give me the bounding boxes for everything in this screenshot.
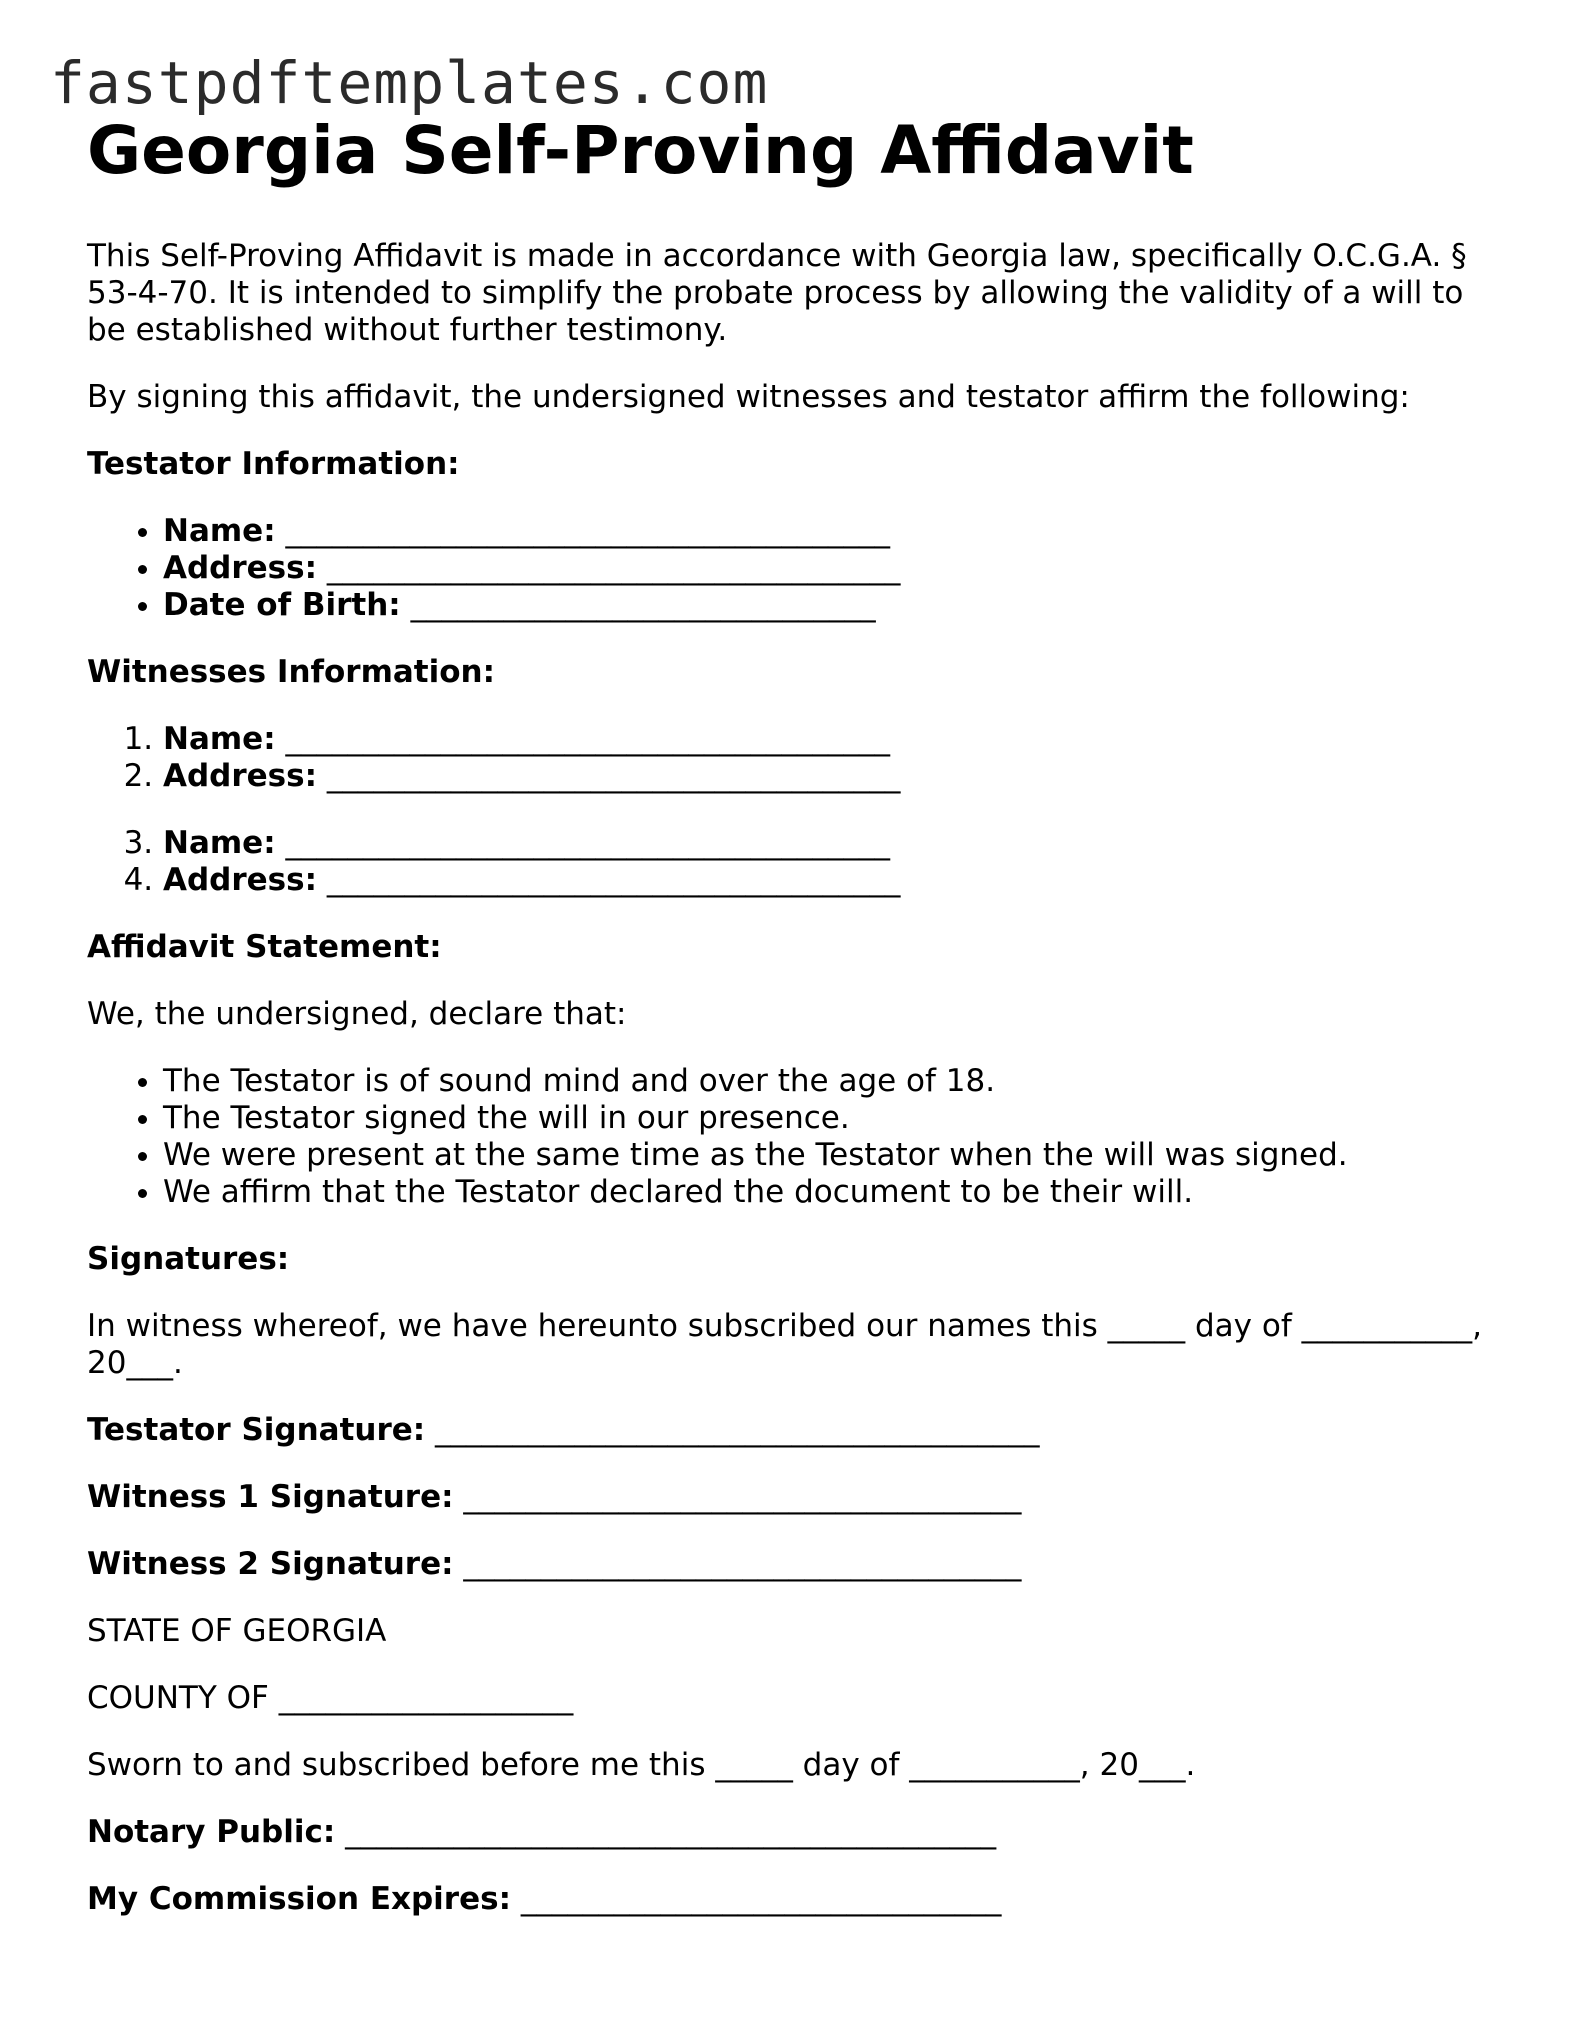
statement-list — [87, 1063, 1507, 1211]
witness-1-address-label: Address: — [163, 758, 317, 794]
witness-clause: In witness whereof, we have hereunto subscribed our names this _____ day of ___________, 20___. — [87, 1308, 1482, 1381]
witness-1-name-blank[interactable]: _______________________________________ — [285, 721, 890, 757]
witness-2-name-blank[interactable]: _______________________________________ — [285, 825, 890, 861]
testator-dob-blank[interactable]: ______________________________ — [410, 587, 876, 623]
testator-dob-item — [163, 587, 1507, 624]
witness-1-signature-line — [87, 1479, 1507, 1516]
witness-2-signature-line — [87, 1546, 1507, 1583]
county-line[interactable]: COUNTY OF ___________________ — [87, 1680, 574, 1716]
testator-address-item — [163, 550, 1507, 587]
witness-1-signature-blank[interactable]: ____________________________________ — [463, 1479, 1022, 1515]
testator-name-item — [163, 513, 1507, 550]
sworn-line: Sworn to and subscribed before me this _____ day of ___________, 20___. — [87, 1747, 1196, 1783]
intro-paragraph: This Self-Proving Affidavit is made in accordance with Georgia law, specifically O.C.G.A. § 53-4-70. It is intended to simplify the probate process by allowing the validity of a will to be established without further testimony. — [87, 238, 1467, 348]
testator-name-label: Name: — [163, 513, 276, 549]
notary-public-label: Notary Public: — [87, 1814, 336, 1850]
witness-1-name-label: Name: — [163, 721, 276, 757]
statement-item: • We affirm that the Testator declared the document to be their will. — [163, 1174, 1507, 1211]
document-body — [87, 108, 1507, 1948]
witness-2-signature-blank[interactable]: ____________________________________ — [463, 1546, 1022, 1582]
witnesses-list-1 — [87, 721, 1507, 795]
witness-2-address-label: Address: — [163, 862, 317, 898]
witness-2-address-blank[interactable]: _____________________________________ — [326, 862, 901, 898]
testator-list — [87, 513, 1507, 624]
testator-signature-blank[interactable]: _______________________________________ — [435, 1412, 1040, 1448]
witness-2-name-label: Name: — [163, 825, 276, 861]
affirm-paragraph: By signing this affidavit, the undersigned witnesses and testator affirm the following: — [87, 379, 1410, 415]
commission-expires-blank[interactable]: _______________________________ — [520, 1881, 1002, 1917]
state-line: STATE OF GEORGIA — [87, 1613, 387, 1649]
witness-2-signature-label: Witness 2 Signature: — [87, 1546, 454, 1582]
witness-1-name-item — [163, 721, 1507, 758]
witness-1-signature-label: Witness 1 Signature: — [87, 1479, 454, 1515]
statement-heading: Affidavit Statement: — [87, 929, 442, 965]
witness-1-address-blank[interactable]: _____________________________________ — [326, 758, 901, 794]
document-title: Georgia Self-Proving Affidavit — [87, 112, 1194, 189]
statement-item: • We were present at the same time as the Testator when the will was signed. — [163, 1137, 1507, 1174]
testator-address-label: Address: — [163, 550, 317, 586]
testator-name-blank[interactable]: _______________________________________ — [285, 513, 890, 549]
witness-2-address-item — [163, 862, 1507, 899]
commission-expires-label: My Commission Expires: — [87, 1881, 511, 1917]
witnesses-list-2 — [87, 825, 1507, 899]
testator-heading: Testator Information: — [87, 446, 460, 482]
testator-address-blank[interactable]: _____________________________________ — [326, 550, 901, 586]
testator-signature-line — [87, 1412, 1507, 1449]
witnesses-heading: Witnesses Information: — [87, 654, 496, 690]
statement-item: • The Testator is of sound mind and over the age of 18. — [163, 1063, 1507, 1100]
watermark: fastpdftemplates.com — [50, 49, 769, 117]
witness-1-address-item — [163, 758, 1507, 795]
statement-lead: We, the undersigned, declare that: — [87, 996, 627, 1032]
statement-item: • The Testator signed the will in our presence. — [163, 1100, 1507, 1137]
testator-dob-label: Date of Birth: — [163, 587, 401, 623]
commission-expires-line — [87, 1881, 1507, 1918]
notary-public-line — [87, 1814, 1507, 1851]
testator-signature-label: Testator Signature: — [87, 1412, 426, 1448]
signatures-heading: Signatures: — [87, 1241, 290, 1277]
witness-2-name-item — [163, 825, 1507, 862]
notary-public-blank[interactable]: __________________________________________ — [345, 1814, 997, 1850]
